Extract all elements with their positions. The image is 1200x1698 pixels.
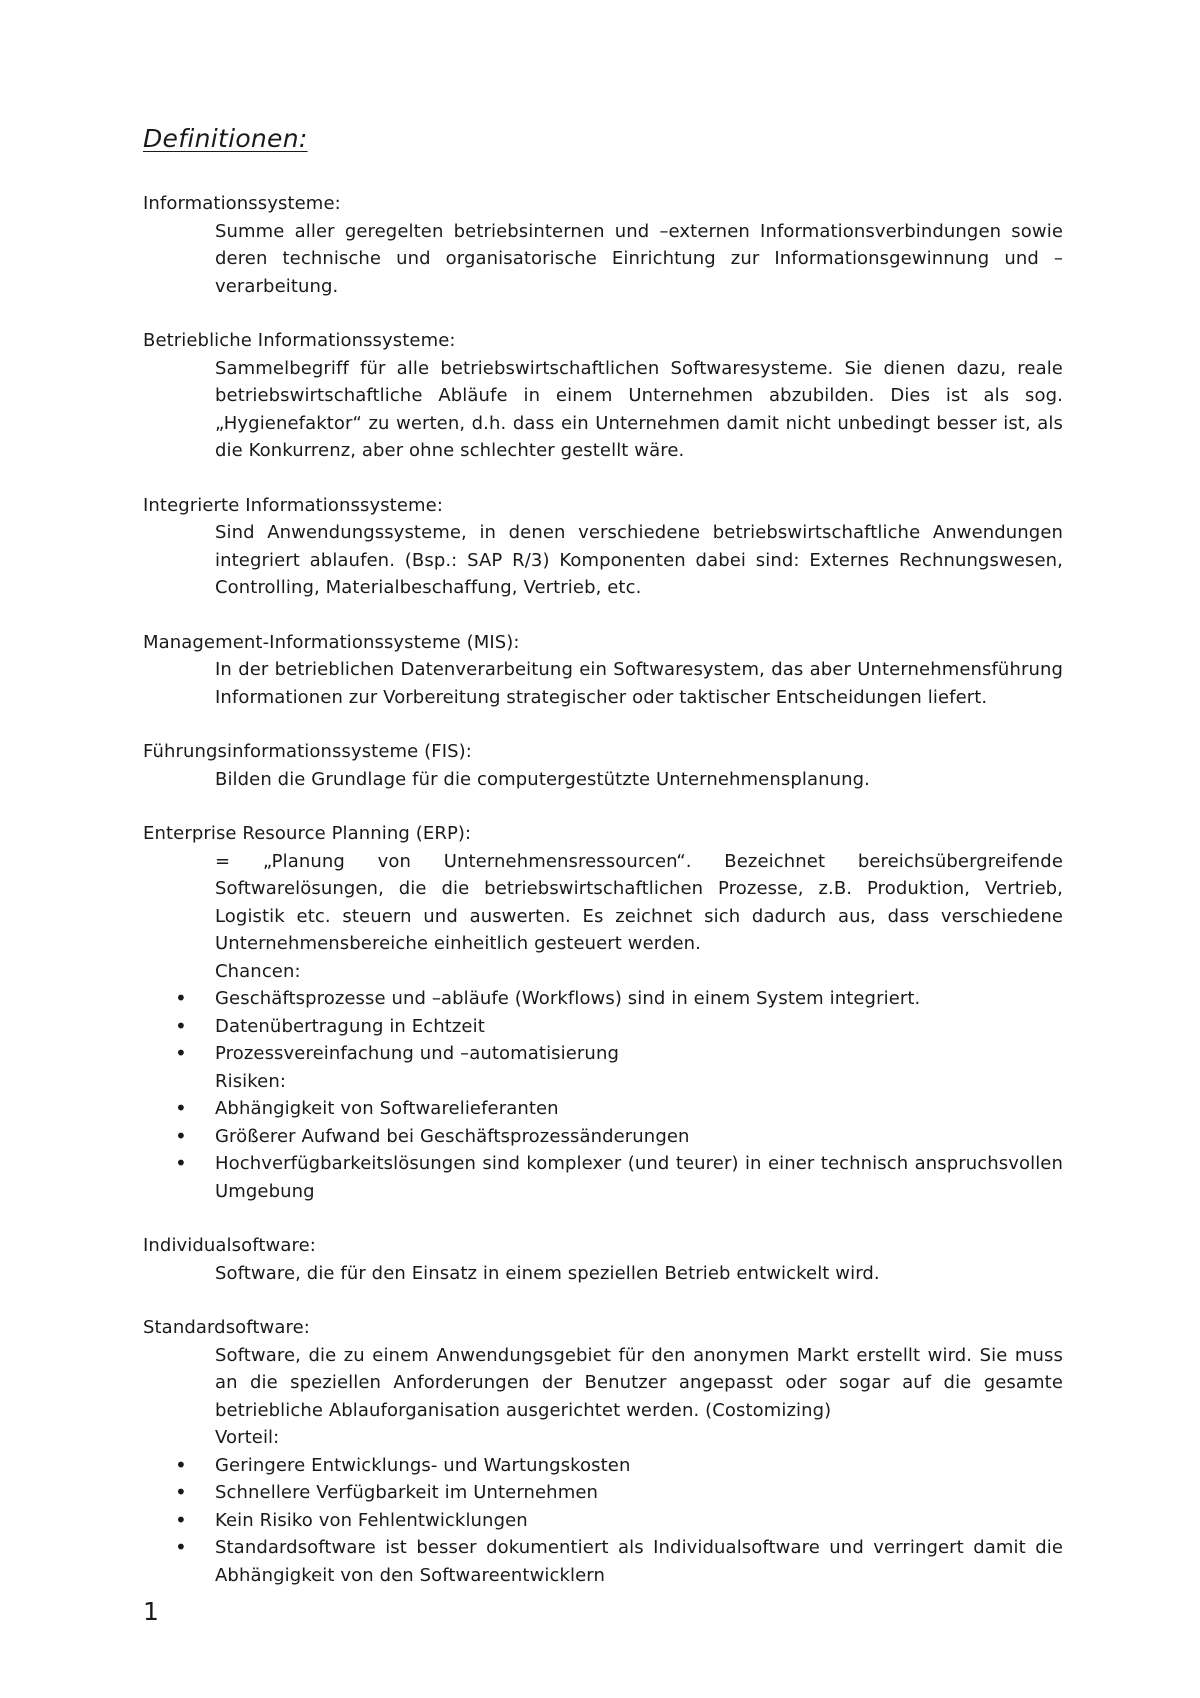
definition-informationssysteme bbox=[143, 190, 1063, 300]
definition-term: Betriebliche Informationssysteme: bbox=[143, 330, 456, 351]
list-item: • Schnellere Verfügbarkeit im Unternehmen bbox=[143, 1479, 1063, 1507]
page-title: Definitionen: bbox=[143, 124, 308, 153]
definition-term: Informationssysteme: bbox=[143, 193, 341, 214]
definition-term: Individualsoftware: bbox=[143, 1235, 316, 1256]
definition-text: Software, die für den Einsatz in einem speziellen Betrieb entwickelt wird. bbox=[215, 1262, 880, 1284]
definition-text: Bilden die Grundlage für die computergestützte Unternehmensplanung. bbox=[215, 768, 870, 790]
definition-fis bbox=[143, 738, 1063, 793]
list-item: • Geringere Entwicklungs- und Wartungskosten bbox=[143, 1452, 1063, 1480]
list-item: • Geschäftsprozesse und –abläufe (Workflows) sind in einem System integriert. bbox=[143, 985, 1063, 1013]
definition-term: Standardsoftware: bbox=[143, 1317, 310, 1338]
advantages-list bbox=[143, 1452, 1063, 1590]
list-item: • Prozessvereinfachung und –automatisierung bbox=[143, 1040, 1063, 1068]
definition-term: Enterprise Resource Planning (ERP): bbox=[143, 823, 472, 844]
definition-text: Sind Anwendungssysteme, in denen verschiedene betriebswirtschaftliche Anwendungen integriert ablaufen. (Bsp.: SAP R/3) Komponenten dabei sind: Externes Rechnungswesen, Controlling, Materialbeschaffung, Vertrieb, etc. bbox=[215, 522, 1063, 598]
definition-text: In der betrieblichen Datenverarbeitung ein Softwaresystem, das aber Unternehmensführung Informationen zur Vorbereitung strategischer oder taktischer Entscheidungen liefert. bbox=[215, 659, 1063, 708]
definition-individualsoftware bbox=[143, 1232, 1063, 1287]
advantages-label: Vorteil: bbox=[215, 1427, 280, 1448]
definition-text: Summe aller geregelten betriebsinternen und –externen Informationsverbindungen sowie deren technische und organisatorische Einrichtung zur Informationsgewinnung und –verarbeitung. bbox=[215, 220, 1063, 297]
list-item: • Standardsoftware ist besser dokumentiert als Individualsoftware und verringert damit die Abhängigkeit von den Softwareentwicklern bbox=[143, 1534, 1063, 1589]
page-number: 1 bbox=[143, 1597, 159, 1626]
definition-term: Führungsinformationssysteme (FIS): bbox=[143, 741, 472, 762]
list-item: • Datenübertragung in Echtzeit bbox=[143, 1013, 1063, 1041]
definition-text: Sammelbegriff für alle betriebswirtschaftlichen Softwaresysteme. Sie dienen dazu, reale betriebswirtschaftliche Abläufe in einem Unternehmen abzubilden. Dies ist als sog. „Hygienefaktor“ zu werten, d.h. dass ein Unternehmen damit nicht unbedingt besser ist, als die Konkurrenz, aber ohne schlechter gestellt wäre. bbox=[215, 357, 1063, 461]
list-item: • Größerer Aufwand bei Geschäftsprozessänderungen bbox=[143, 1123, 1063, 1151]
definition-standardsoftware bbox=[143, 1314, 1063, 1589]
definition-term: Integrierte Informationssysteme: bbox=[143, 494, 443, 516]
definition-mis bbox=[143, 629, 1063, 712]
list-item: • Kein Risiko von Fehlentwicklungen bbox=[143, 1507, 1063, 1535]
risks-label: Risiken: bbox=[215, 1070, 287, 1092]
list-item: • Hochverfügbarkeitslösungen sind komplexer (und teurer) in einer technisch anspruchsvollen Umgebung bbox=[143, 1150, 1063, 1205]
definition-integrierte-informationssysteme bbox=[143, 492, 1063, 602]
chances-label: Chancen: bbox=[215, 960, 301, 982]
definition-betriebliche-informationssysteme bbox=[143, 327, 1063, 465]
risks-list bbox=[143, 1095, 1063, 1205]
definition-text: Software, die zu einem Anwendungsgebiet für den anonymen Markt erstellt wird. Sie muss an die speziellen Anforderungen der Benutzer angepasst oder sogar auf die gesamte betriebliche Ablauforganisation ausgerichtet werden. (Costomizing) bbox=[215, 1344, 1063, 1421]
list-item: • Abhängigkeit von Softwarelieferanten bbox=[143, 1095, 1063, 1123]
chances-list bbox=[143, 985, 1063, 1068]
definitions-list bbox=[143, 190, 1063, 1589]
definition-text: = „Planung von Unternehmensressourcen“. Bezeichnet bereichsübergreifende Softwarelösungen, die die betriebswirtschaftlichen Prozesse, z.B. Produktion, Vertrieb, Logistik etc. steuern und auswerten. Es zeichnet sich dadurch aus, dass verschiedene Unternehmensbereiche einheitlich gesteuert werden. bbox=[215, 850, 1063, 954]
definition-term: Management-Informationssysteme (MIS): bbox=[143, 631, 520, 653]
definition-erp bbox=[143, 820, 1063, 1205]
